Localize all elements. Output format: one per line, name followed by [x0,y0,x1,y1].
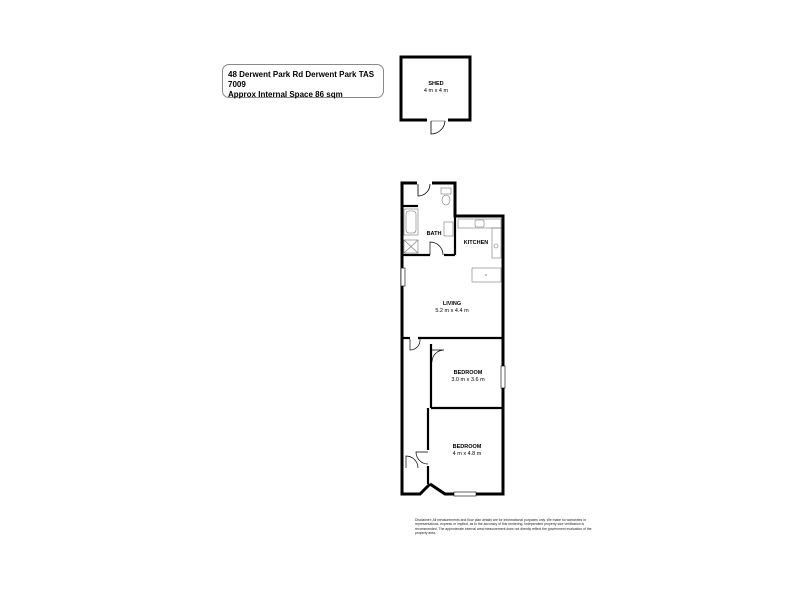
kitchen-bench-top [458,219,501,228]
hall-door [410,339,420,350]
shed-door [431,121,445,134]
kitchen-sink [475,220,484,227]
bathtub-inner [406,211,416,233]
shed [401,57,470,134]
fixtures [404,188,501,282]
bedroom1-name: BEDROOM [453,370,483,376]
living-window [401,268,405,286]
vanity [444,222,453,236]
bedroom2-size: 4 m x 4.8 m [452,451,482,457]
toilet-bowl [442,195,450,205]
shed-size: 4 m x 4 m [423,88,449,94]
bedroom1-window [501,366,505,388]
rear-door [418,184,430,196]
cooktop [494,244,498,248]
bedroom2-door [416,452,428,464]
bath-door [430,242,443,255]
living-name: LIVING [442,301,462,307]
bedroom1-size: 3.0 m x 3.6 m [451,377,485,383]
bedroom2-name: BEDROOM [452,444,482,450]
disclaimer-text: Disclaimer: All measurements and floor plan details are for informational purposes only. We make no warranties or representations, express or implied, as to the accuracy of this rendering. Independent property size verification is recommended. The approximate internal area measurement does not directly reflect the government evaluation of the property area. [415,518,592,535]
shed-name: SHED [428,81,444,87]
toilet-cistern [441,188,451,194]
address-text: 48 Derwent Park Rd Derwent Park TAS 7009 [228,70,375,89]
internal-space-text: Approx Internal Space 86 sqm [228,90,343,99]
kitchen-bench-side [492,228,501,258]
living-size: 5.2 m x 4.4 m [435,308,469,314]
front-door [406,456,418,468]
bedroom1-door [432,350,444,362]
doors [406,242,444,468]
kitchen-island [472,268,501,282]
kitchen-name: KITCHEN [463,240,489,246]
bath-name: BATH [426,231,442,237]
bedroom2-window [454,492,476,496]
